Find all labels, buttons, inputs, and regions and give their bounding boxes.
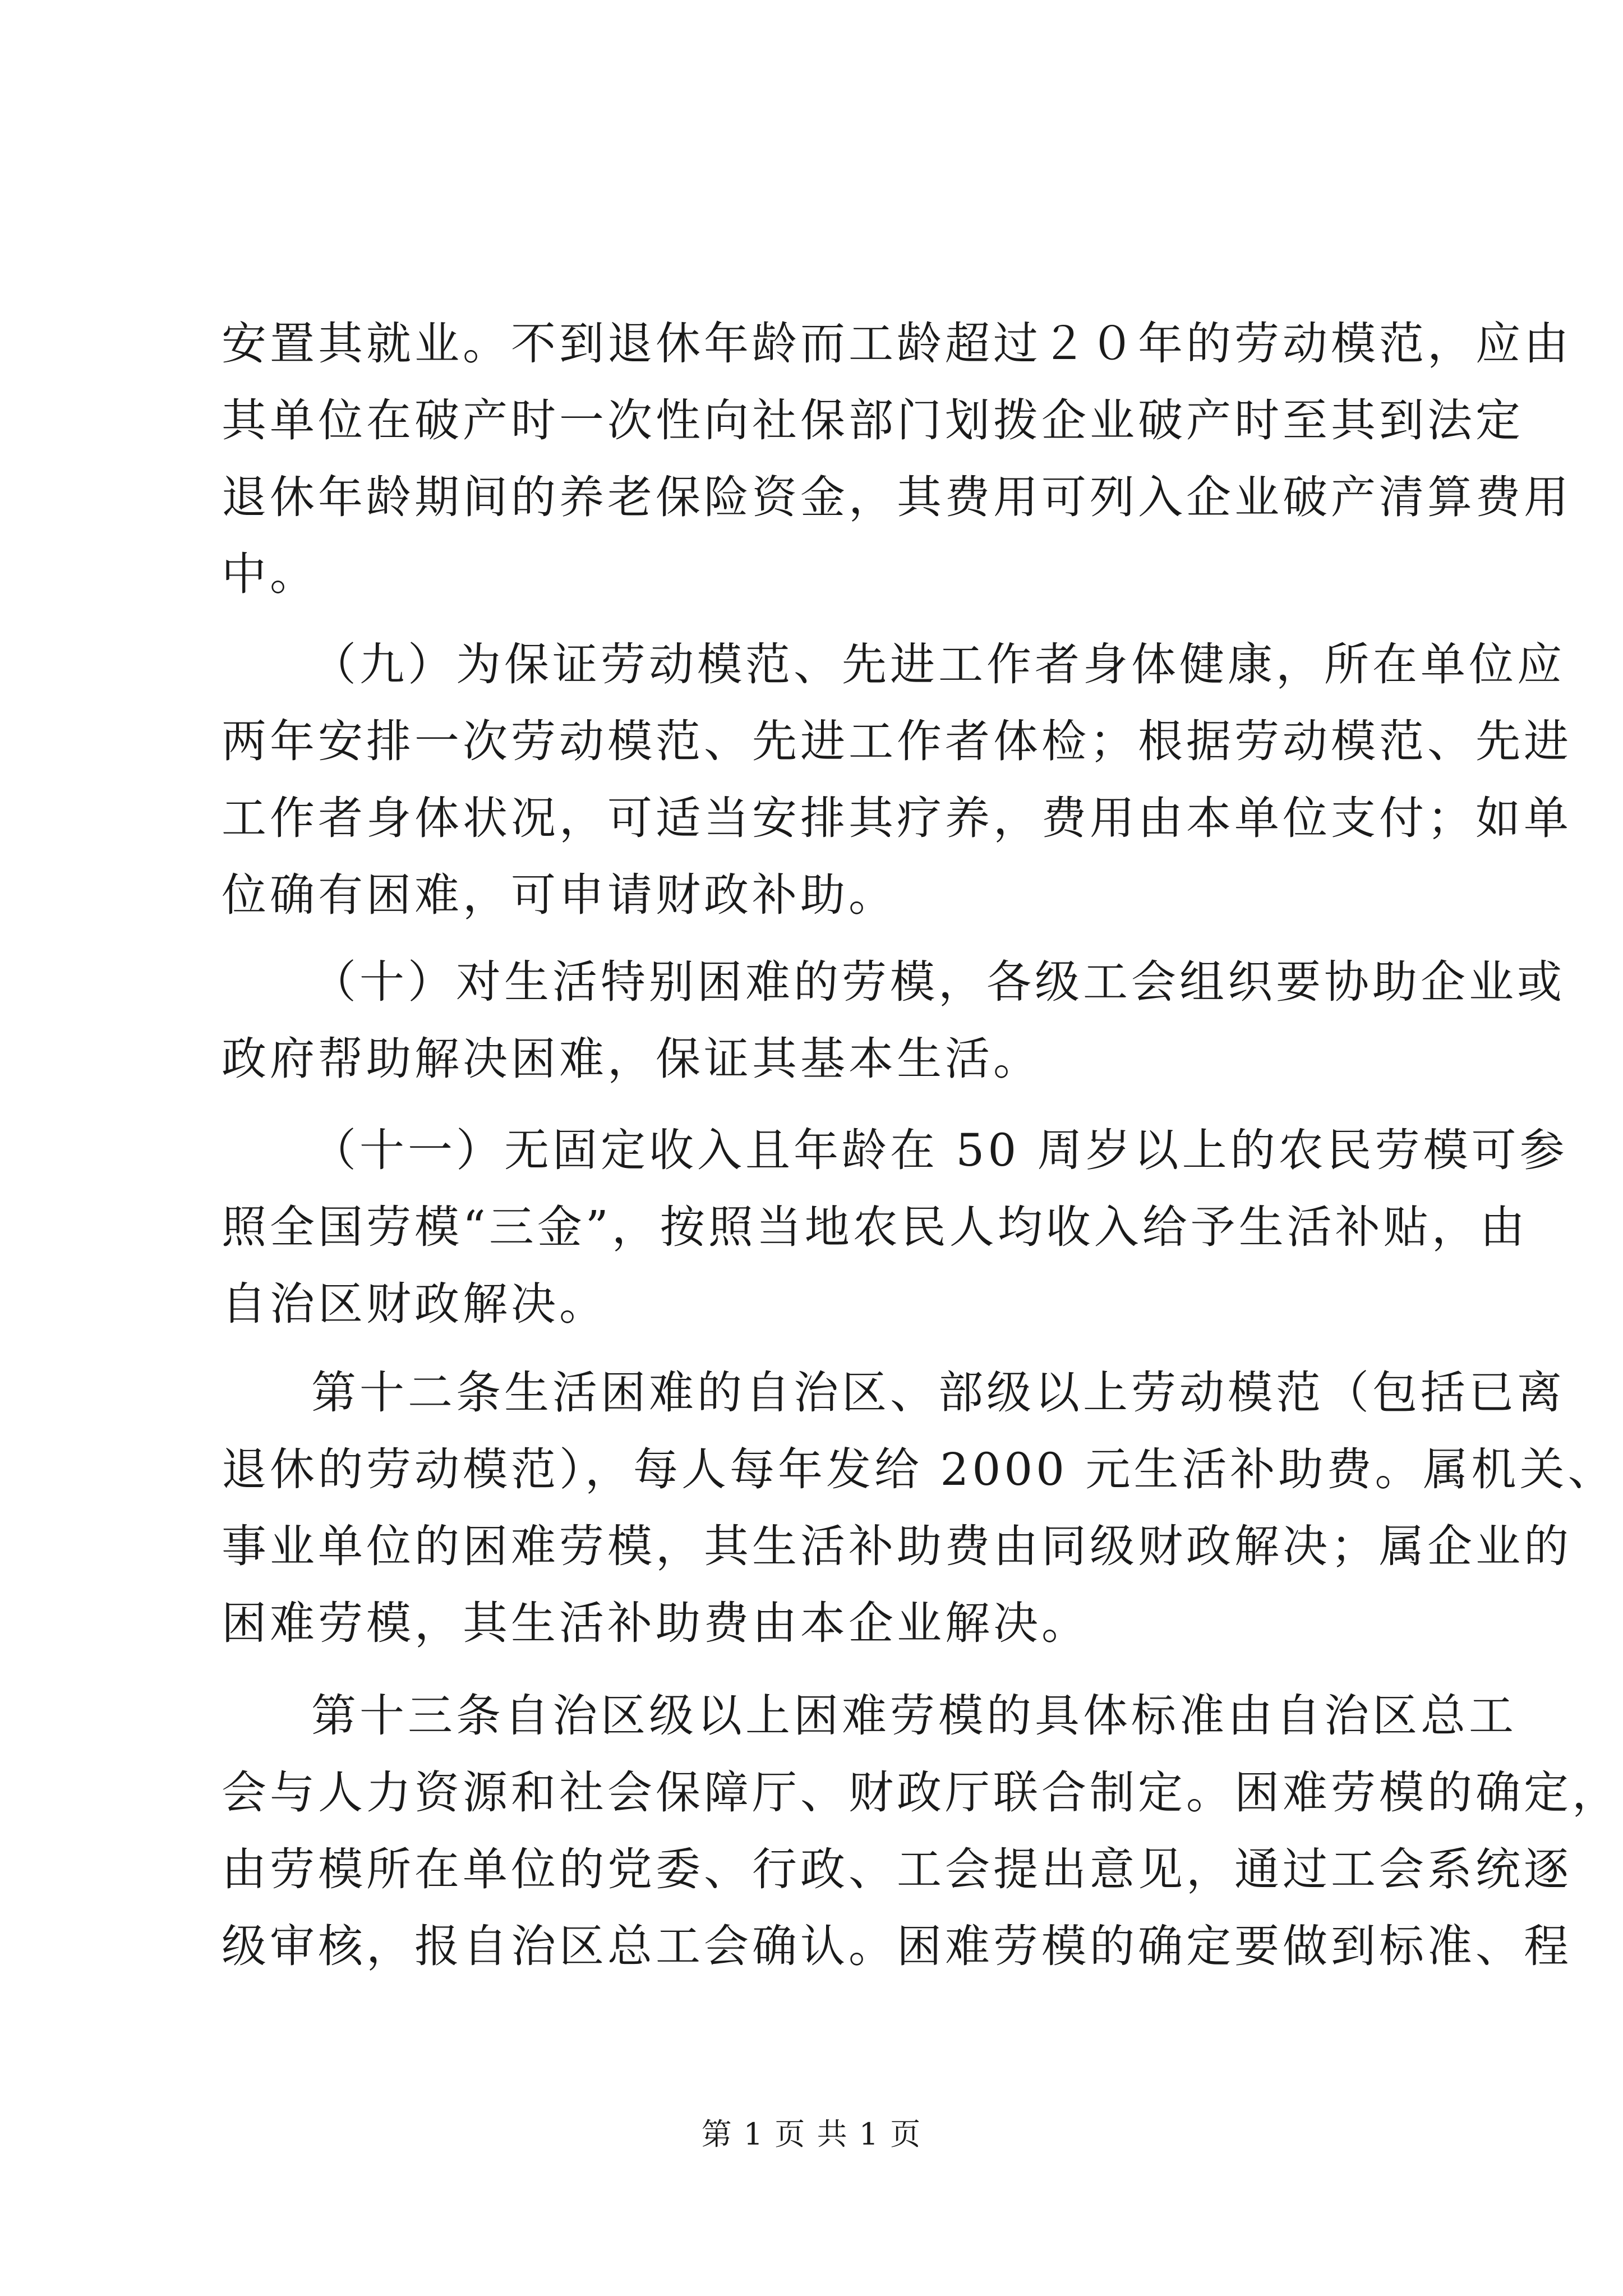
paragraph-first-line: 第十三条自治区级以上困难劳模的具体标准由自治区总工: [311, 1690, 1517, 1742]
text-line: 位确有困难，可申请财政补助。: [222, 869, 897, 921]
text-line: 退休的劳动模范），每人每年发给 2000 元生活补助费。属机关、: [222, 1443, 1616, 1496]
text-line: 照全国劳模“三金”，按照当地农民人均收入给予生活补贴，由: [222, 1201, 1528, 1253]
text-line: 安置其就业。不到退休年龄而工龄超过２０年的劳动模范，应由: [222, 318, 1572, 370]
text-line: 级审核，报自治区总工会确认。困难劳模的确定要做到标准、程: [222, 1920, 1572, 1972]
paragraph-first-line: （九）为保证劳动模范、先进工作者身体健康，所在单位应: [311, 638, 1565, 691]
text-line: 会与人力资源和社会保障厅、财政厅联合制定。困难劳模的确定，: [222, 1766, 1620, 1819]
page-number-footer: 第 1 页 共 1 页: [701, 2116, 922, 2152]
paragraph-first-line: （十）对生活特别困难的劳模，各级工会组织要协助企业或: [311, 956, 1565, 1008]
text-line: 退休年龄期间的养老保险资金，其费用可列入企业破产清算费用: [222, 471, 1572, 523]
paragraph-first-line: （十一）无固定收入且年龄在 50 周岁以上的农民劳模可参: [311, 1124, 1568, 1176]
text-line: 工作者身体状况，可适当安排其疗养，费用由本单位支付；如单: [222, 792, 1572, 844]
text-line: 中。: [222, 548, 318, 600]
text-line: 自治区财政解决。: [222, 1278, 607, 1330]
text-line: 其单位在破产时一次性向社保部门划拨企业破产时至其到法定: [222, 394, 1524, 447]
text-line: 两年安排一次劳动模范、先进工作者体检；根据劳动模范、先进: [222, 715, 1572, 767]
paragraph-first-line: 第十二条生活困难的自治区、部级以上劳动模范（包括已离: [311, 1366, 1565, 1419]
text-line: 困难劳模，其生活补助费由本企业解决。: [222, 1597, 1090, 1649]
text-line: 政府帮助解决困难，保证其基本生活。: [222, 1033, 1041, 1085]
text-line: 由劳模所在单位的党委、行政、工会提出意见，通过工会系统逐: [222, 1843, 1572, 1895]
text-line: 事业单位的困难劳模，其生活补助费由同级财政解决；属企业的: [222, 1520, 1572, 1572]
